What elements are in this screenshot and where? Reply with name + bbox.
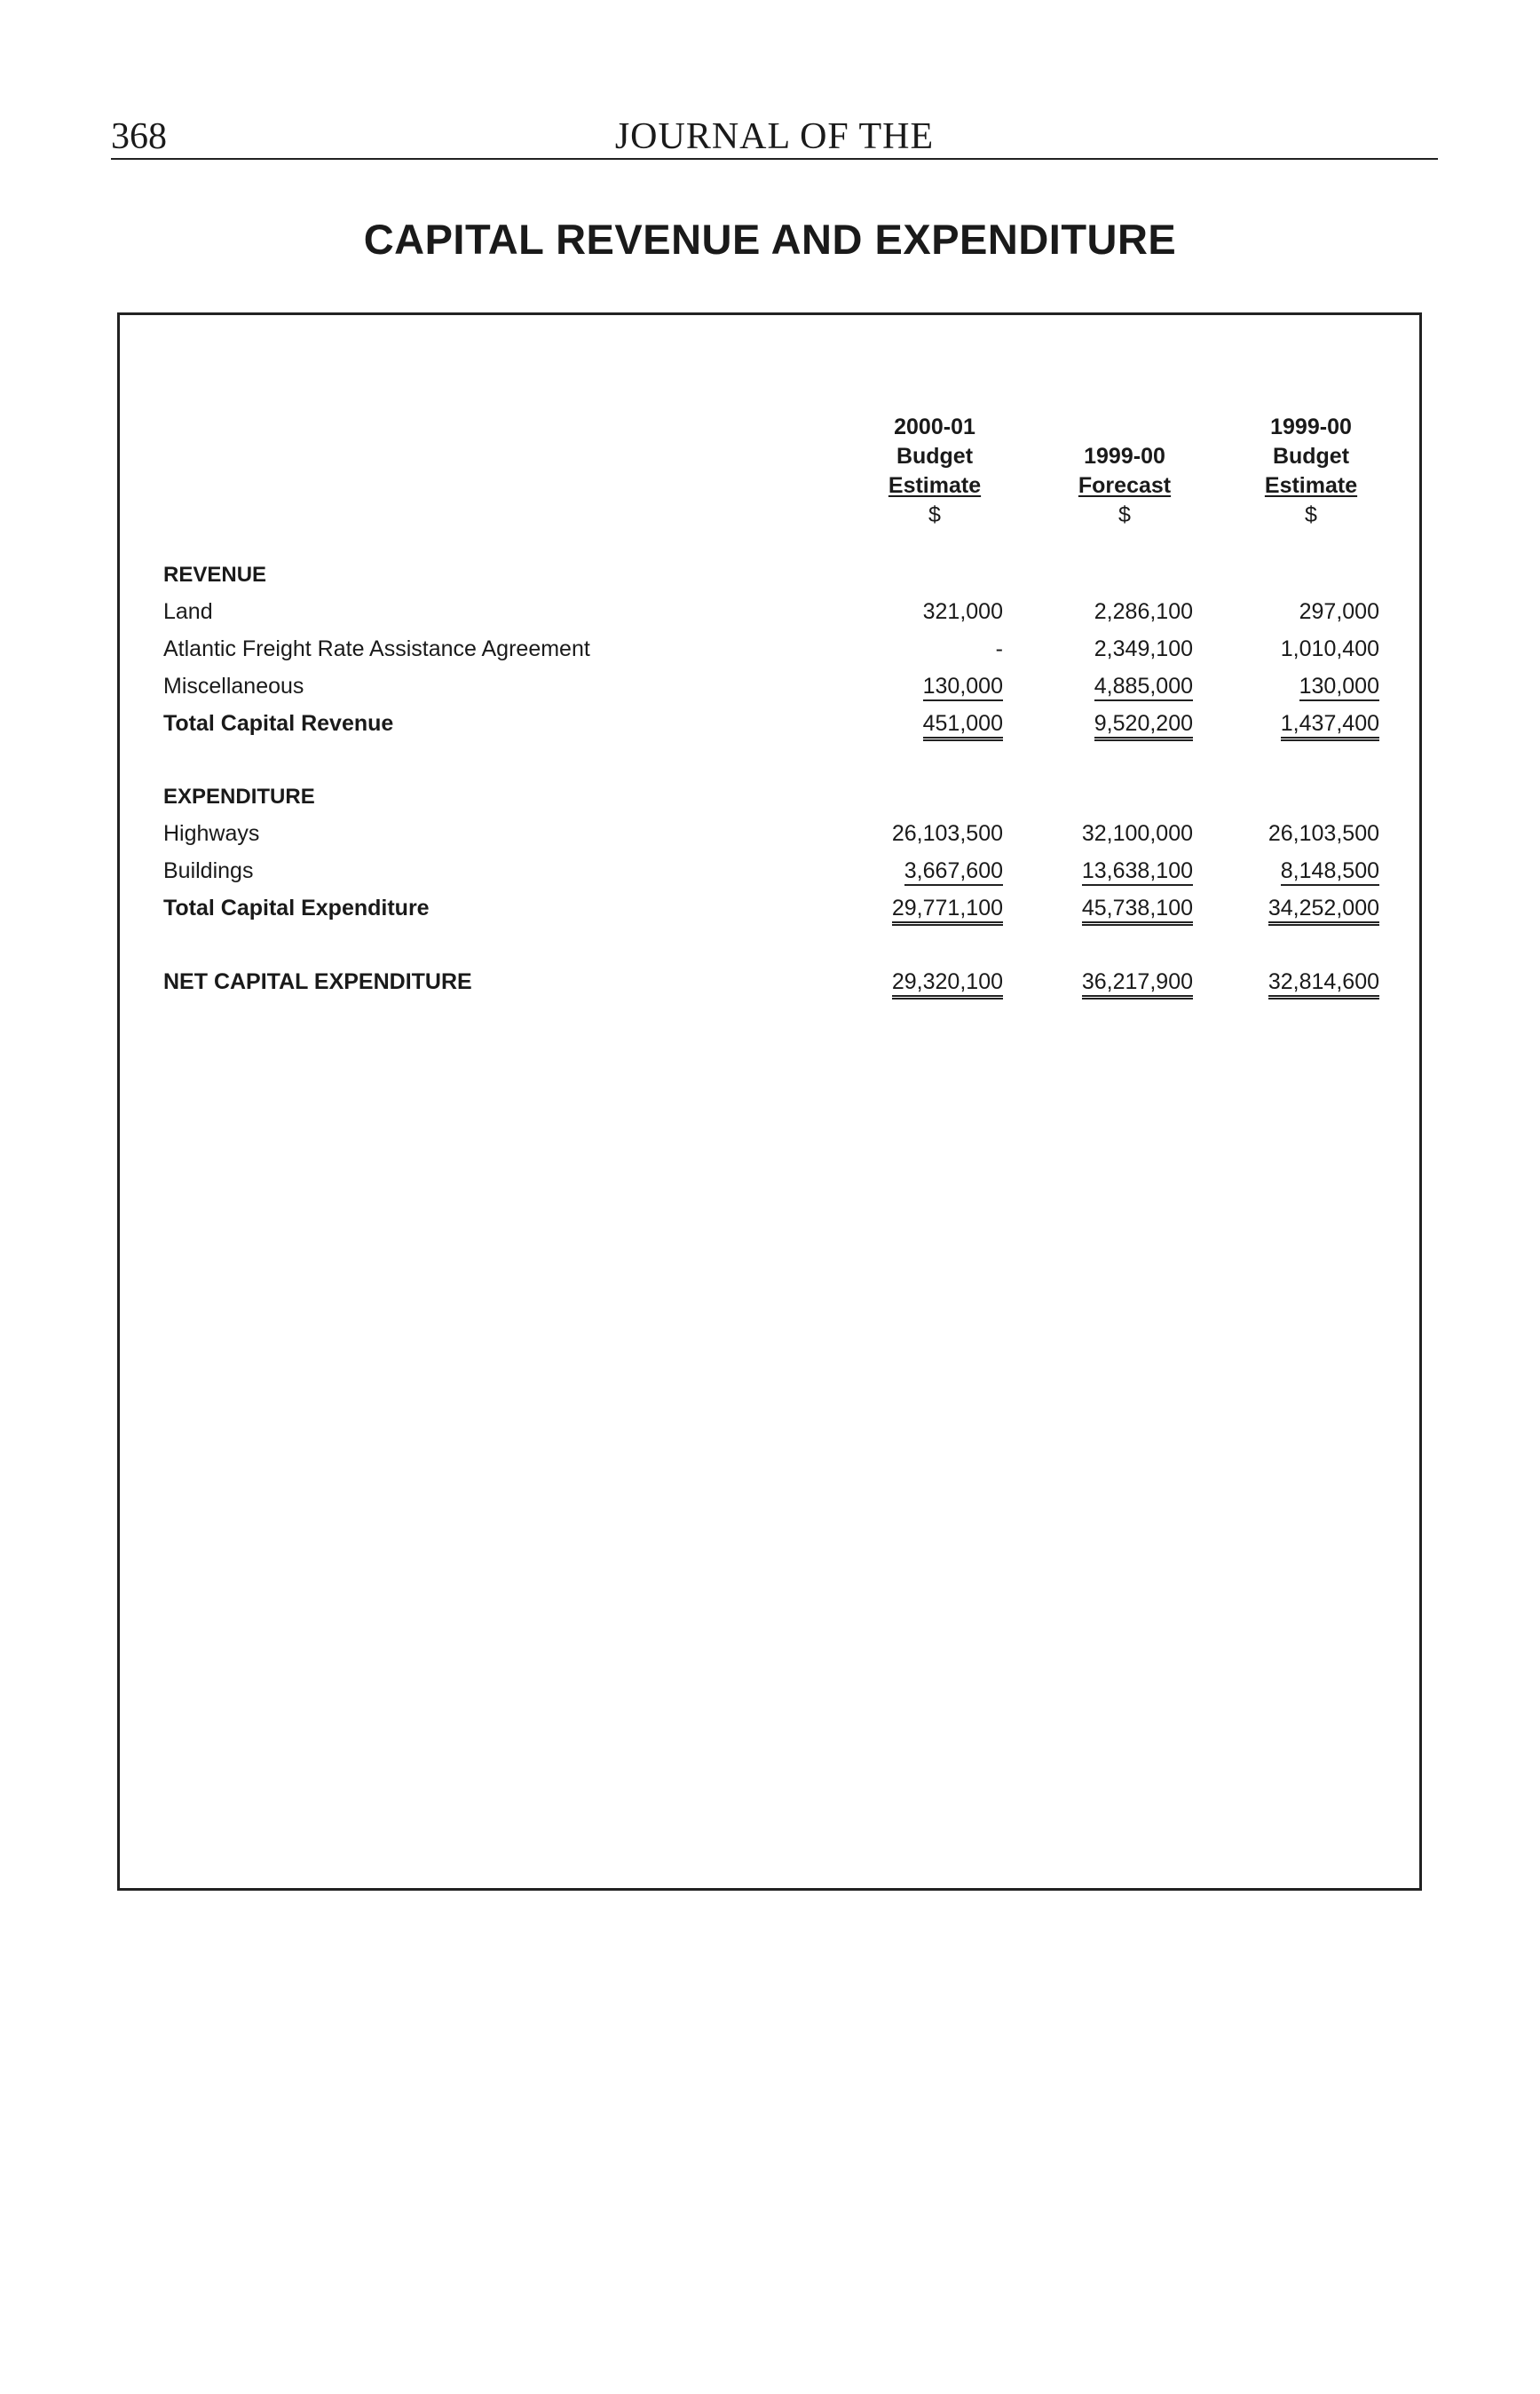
- row-label: NET CAPITAL EXPENDITURE: [163, 969, 809, 995]
- cell-value: 2,349,100: [1094, 636, 1193, 661]
- column-header-line: 1999-00: [1270, 415, 1352, 439]
- page-number: 368: [111, 116, 167, 157]
- column-header-line: Budget: [1272, 444, 1350, 469]
- row-label: Miscellaneous: [163, 674, 809, 699]
- column-header-currency: $: [928, 502, 941, 527]
- cell-value: 34,252,000: [1237, 896, 1379, 921]
- table-row: [163, 674, 1388, 706]
- cell-value: 32,100,000: [1081, 821, 1193, 846]
- cell-value: 451,000: [861, 711, 1003, 737]
- cell-value: 45,738,100: [1051, 896, 1193, 921]
- table-row: [163, 636, 1388, 668]
- cell-value: 130,000: [861, 674, 1003, 699]
- row-label: Land: [163, 599, 809, 625]
- column-header-line: [1023, 413, 1227, 442]
- column-header-line: Estimate: [888, 473, 982, 498]
- cell-value: 3,667,600: [861, 858, 1003, 884]
- cell-value: 1,010,400: [1280, 636, 1379, 661]
- cell-value: 8,148,500: [1237, 858, 1379, 884]
- page-header: [111, 108, 1438, 160]
- cell-value: 9,520,200: [1051, 711, 1193, 737]
- column-header-line: Estimate: [1264, 473, 1358, 498]
- row-label: Total Capital Revenue: [163, 711, 809, 737]
- column-header-line: 2000-01: [894, 415, 975, 439]
- column-header-2000-01-budget-estimate: [833, 413, 1037, 530]
- cell-value: 32,814,600: [1237, 969, 1379, 995]
- column-header-line: Forecast: [1078, 473, 1172, 498]
- cell-value: 130,000: [1237, 674, 1379, 699]
- row-label: Atlantic Freight Rate Assistance Agreement: [163, 636, 809, 662]
- cell-value: 29,320,100: [861, 969, 1003, 995]
- row-label: Buildings: [163, 858, 809, 884]
- net-capital-expenditure-row: [163, 969, 1388, 1001]
- cell-value: 36,217,900: [1051, 969, 1193, 995]
- cell-value: 26,103,500: [891, 821, 1003, 846]
- column-header-1999-00-forecast: [1023, 413, 1227, 530]
- row-label: Total Capital Expenditure: [163, 896, 809, 921]
- total-row-expenditure: [163, 896, 1388, 928]
- column-header-currency: $: [1305, 502, 1317, 527]
- section-heading-expenditure: EXPENDITURE: [163, 785, 315, 809]
- column-header-line: Budget: [896, 444, 974, 469]
- table-frame: [117, 312, 1422, 1891]
- table-row: [163, 599, 1388, 631]
- cell-value: 1,437,400: [1237, 711, 1379, 737]
- cell-value: 321,000: [922, 599, 1003, 624]
- page-title: CAPITAL REVENUE AND EXPENDITURE: [363, 216, 1177, 263]
- cell-value: 13,638,100: [1051, 858, 1193, 884]
- cell-value: 2,286,100: [1094, 599, 1193, 624]
- cell-value: 26,103,500: [1268, 821, 1379, 846]
- cell-value: 29,771,100: [861, 896, 1003, 921]
- row-label: Highways: [163, 821, 809, 847]
- section-heading-revenue: REVENUE: [163, 563, 267, 587]
- cell-value: -: [995, 636, 1003, 661]
- running-head: JOURNAL OF THE: [614, 116, 935, 157]
- table-row: [163, 858, 1388, 890]
- column-header-currency: $: [1118, 502, 1131, 527]
- column-header-line: 1999-00: [1084, 444, 1165, 469]
- table-row: [163, 821, 1388, 853]
- column-header-1999-00-budget-estimate: [1209, 413, 1413, 530]
- cell-value: 297,000: [1299, 599, 1379, 624]
- cell-value: 4,885,000: [1051, 674, 1193, 699]
- total-row-revenue: [163, 711, 1388, 743]
